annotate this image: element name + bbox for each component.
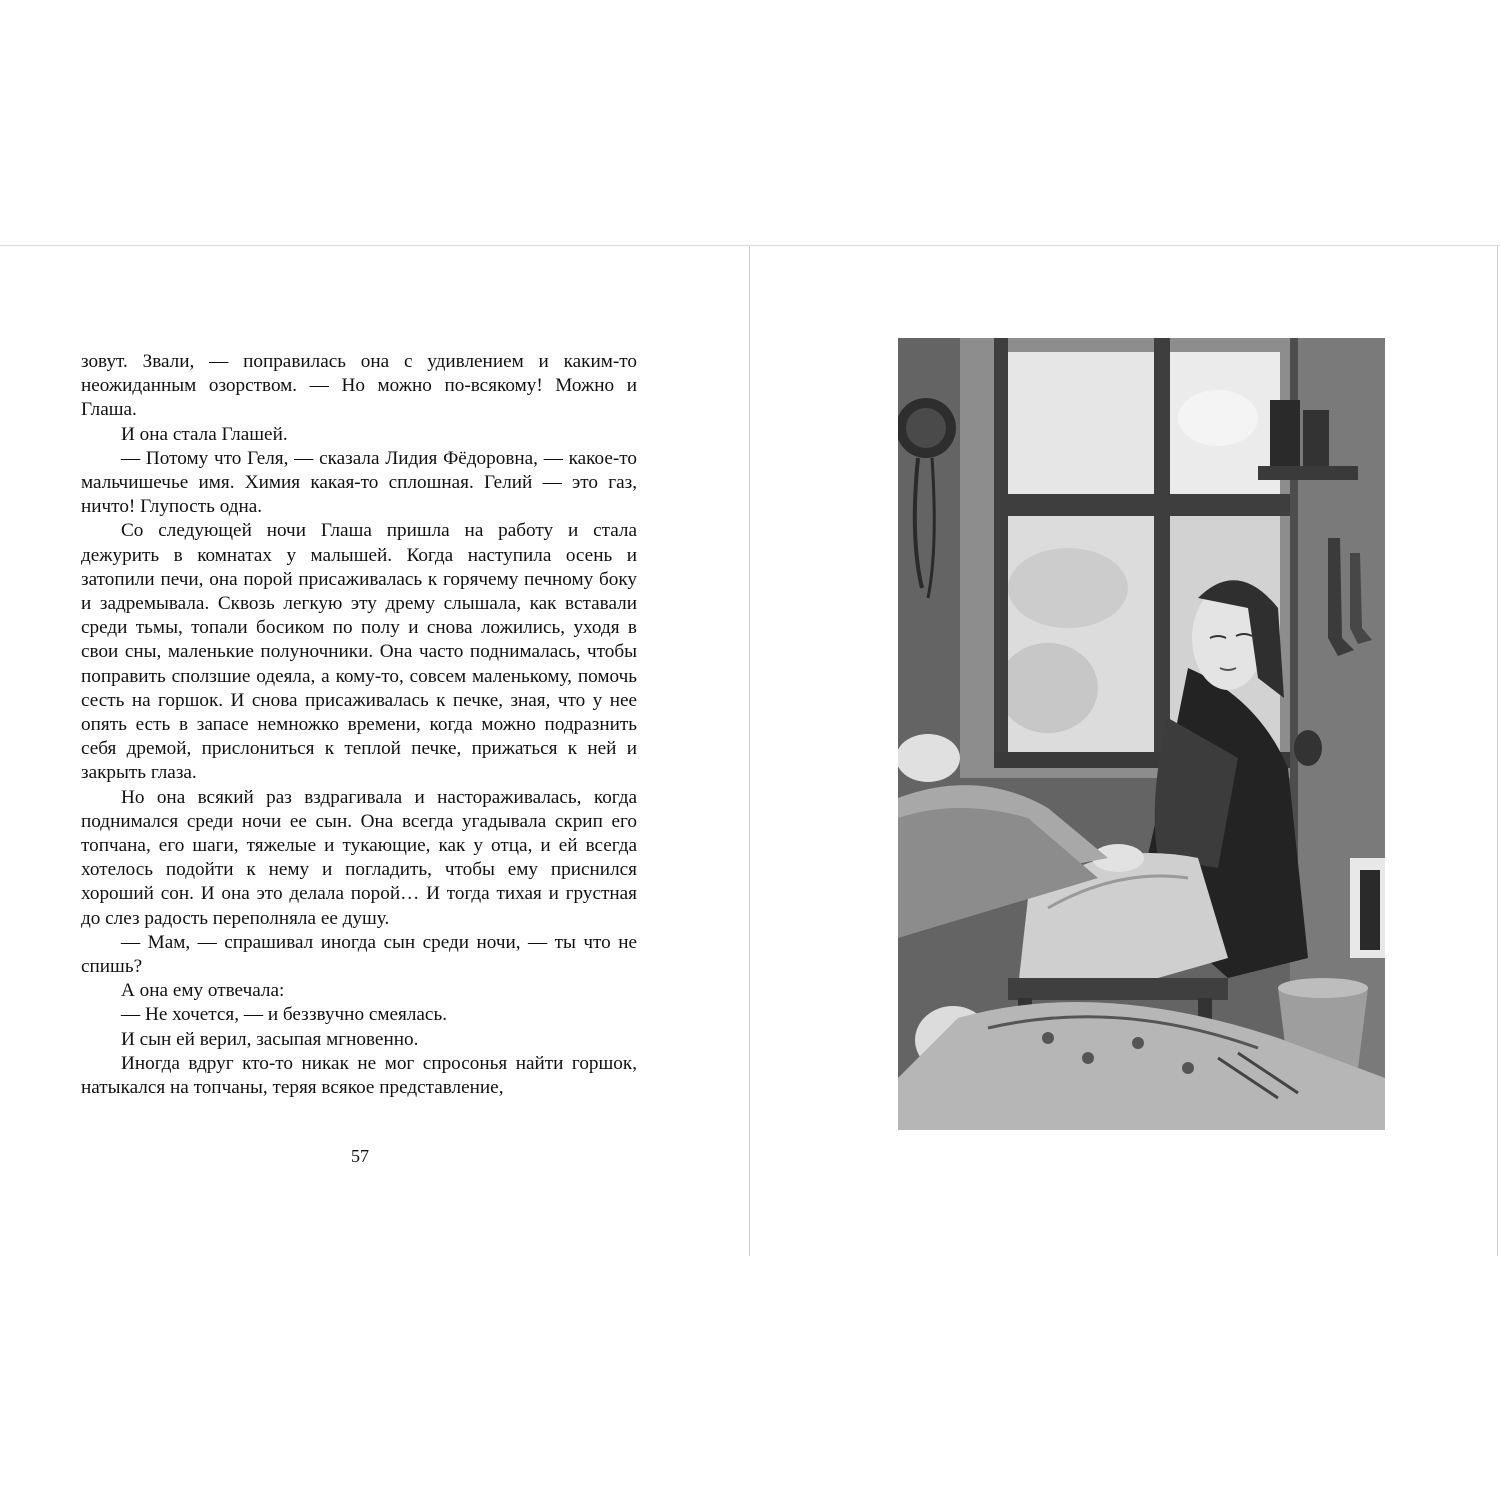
- paragraph: И сын ей верил, засыпая мгновенно.: [121, 1028, 419, 1050]
- paragraph: Со следующей ночи Глаша пришла на работу и стала дежурить в комнатах у малышей. Когда наступила осень и затопили печи, она порой присаживалась к горячему печному боку и задремывала. Сквозь легкую эту дрему слышала, как вставали среди тьмы, топали босиком по полу и снова ложились, уходя в свои сны, маленькие полуночники. Она часто поднималась, чтобы поправить сползшие одеяла, а кому-то, совсем маленькому, помочь сесть на горшок. И снова присаживалась к печке, зная, что у нее опять есть в запасе немножко времени, когда можно подразнить себя дремой, прислониться к теплой печке, прижаться к ней и закрыть глаза.: [81, 520, 637, 784]
- illustration: [898, 338, 1385, 1130]
- paragraph: Но она всякий раз вздрагивала и настораживалась, когда поднимался среди ночи ее сын. Она всегда угадывала скрип его топчана, его шаги, тяжелые и тукающие, как у отца, и ей всегда хотелось подойти к нему и погладить, чтобы ему приснился хороший сон. И она это делала порой… И тогда тихая и грустная до слез радость переполняла ее душу.: [81, 786, 637, 929]
- book-spread: [0, 245, 1500, 1256]
- page-gutter: [749, 246, 750, 1256]
- page-number: 57: [351, 1146, 369, 1166]
- paragraph: — Мам, — спрашивал иногда сын среди ночи, — ты что не спишь?: [81, 931, 637, 978]
- paragraph: зовут. Звали, — поправилась она с удивлением и каким-то неожиданным озорством. — Но можно по-всякому! Можно и Глаша.: [81, 351, 637, 421]
- paragraph: — Не хочется, — и беззвучно смеялась.: [121, 1004, 447, 1026]
- woman-dozing-by-stove-drawing: [898, 338, 1385, 1130]
- page-edge: [1497, 246, 1498, 1256]
- paragraph: И она стала Глашей.: [121, 423, 288, 445]
- paragraph: — Потому что Геля, — сказала Лидия Фёдоровна, — какое-то мальчишечье имя. Химия какая-то сплошная. Гелий — это газ, ничто! Глупость одна.: [81, 447, 637, 518]
- left-page-text: [81, 350, 637, 1100]
- paragraph: Иногда вдруг кто-то никак не мог спросонья найти горшок, натыкался на топчаны, теряя всякое представление,: [81, 1052, 637, 1099]
- paragraph: А она ему отвечала:: [121, 980, 285, 1002]
